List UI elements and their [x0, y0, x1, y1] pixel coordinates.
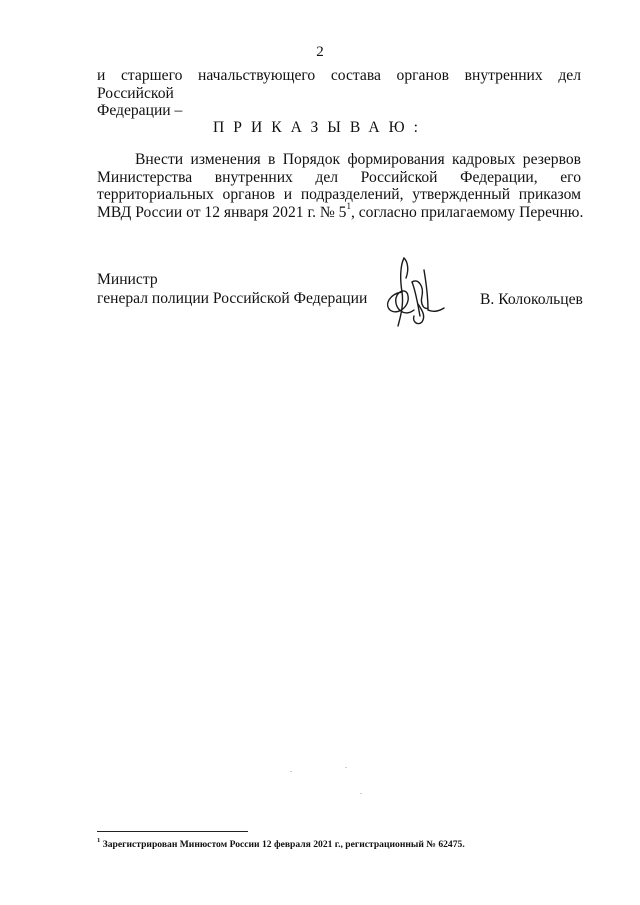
- scan-speck: [290, 771, 292, 772]
- scan-speck: [345, 767, 347, 768]
- footnote-separator: [97, 831, 248, 832]
- scan-speck: [360, 793, 362, 794]
- footnote-reference: 1: [346, 201, 351, 212]
- footnote: [97, 836, 465, 850]
- footnote-marker: 1: [97, 836, 101, 844]
- signer-rank: генерал полиции Российской Федерации: [97, 290, 368, 307]
- order-line-1: Внести изменения в Порядок формирования кадровых резервов: [135, 151, 581, 168]
- intro-line-2: Федерации –: [97, 102, 183, 119]
- signer-title: Министр: [97, 271, 158, 288]
- order-line-4-tail: , согласно прилагаемому Перечню.: [350, 203, 584, 221]
- footnote-text: Зарегистрирован Минюстом России 12 февраля 2021 г., регистрационный № 62475.: [102, 839, 465, 850]
- intro-paragraph: [97, 67, 581, 120]
- order-paragraph: [97, 151, 584, 221]
- handwritten-signature: [378, 252, 458, 332]
- order-line-4: [97, 201, 584, 222]
- signer-name: В. Колокольцев: [480, 291, 583, 308]
- order-line-2: Министерства внутренних дел Российской Федерации, его: [97, 168, 581, 186]
- intro-line-1: и старшего начальствующего состава органов внутренних дел Российской: [97, 67, 581, 102]
- order-line-4-text: МВД России от 12 января 2021 г. № 5: [97, 203, 347, 221]
- page-number: 2: [316, 44, 324, 60]
- order-heading: ПРИКАЗЫВАЮ:: [213, 119, 427, 136]
- order-line-3: территориальных органов и подразделений, утвержденный приказом: [97, 186, 581, 203]
